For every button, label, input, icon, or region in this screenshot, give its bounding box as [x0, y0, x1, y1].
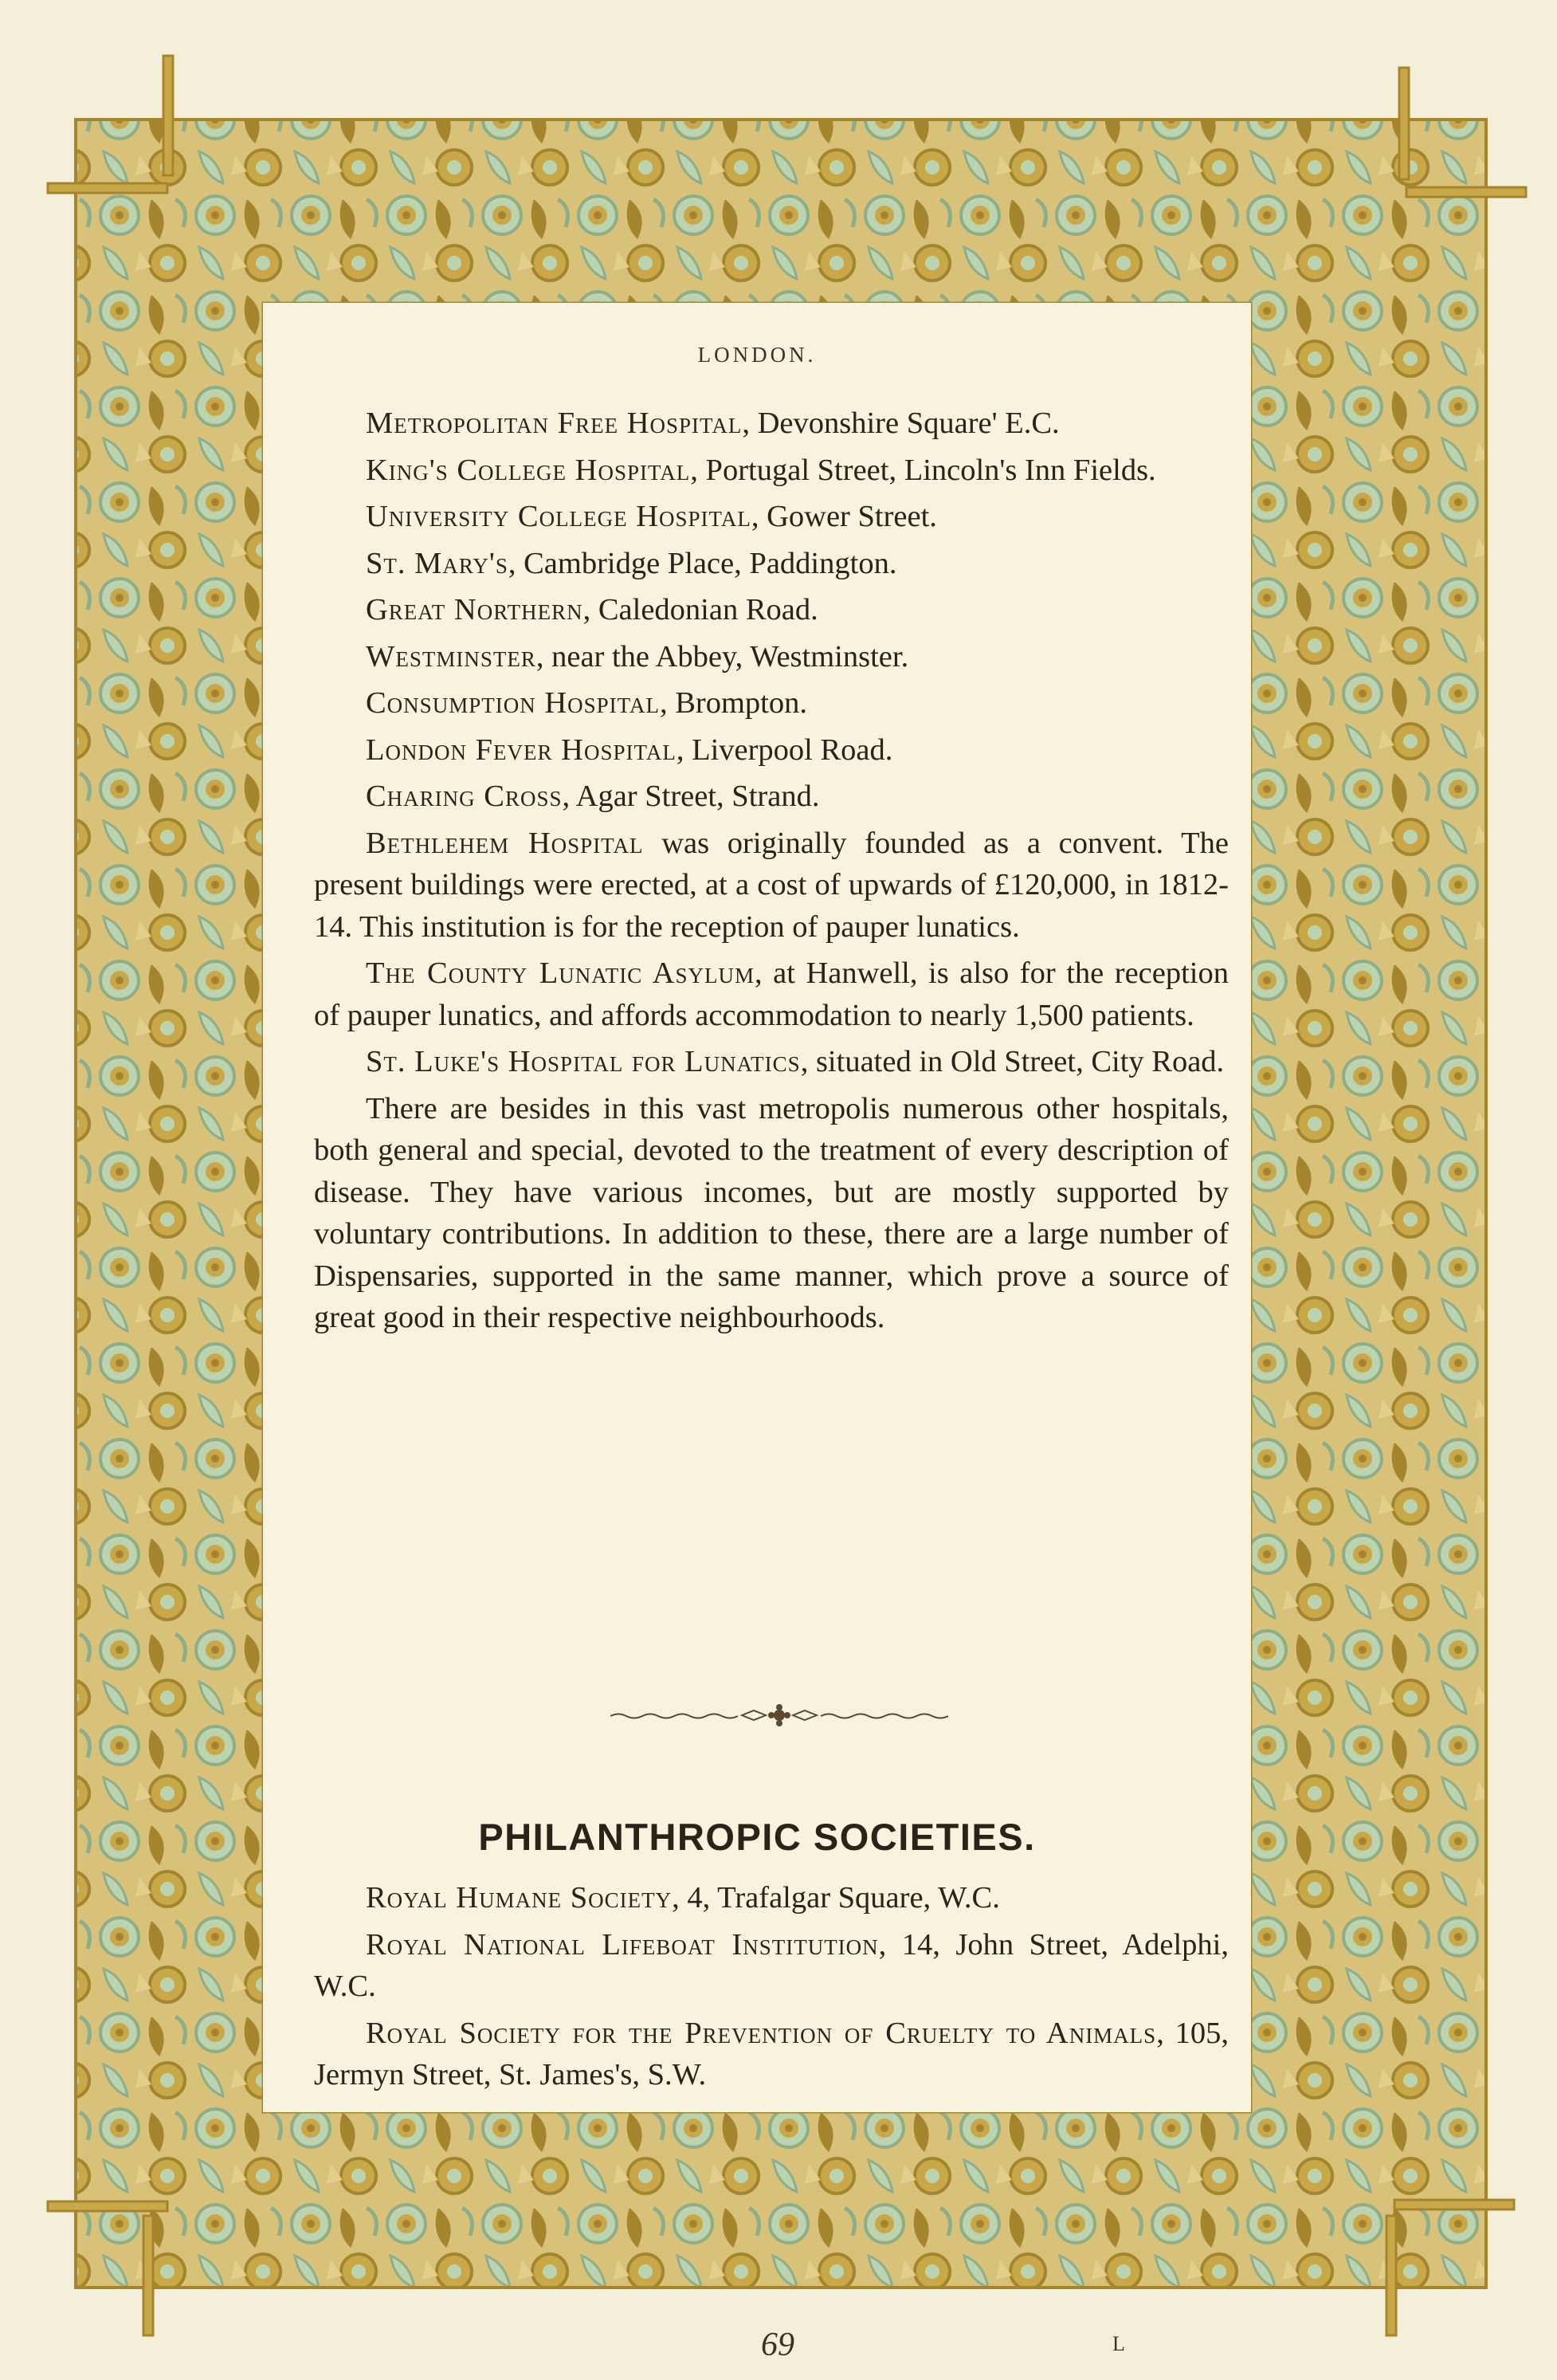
list-item: [314, 496, 1229, 538]
entry-text: , Gower Street.: [751, 500, 937, 533]
list-item: [314, 543, 1229, 585]
list-item: [314, 450, 1229, 492]
entry-name: Great Northern: [366, 593, 583, 626]
entry-name: Consumption Hospital: [366, 686, 660, 720]
list-item: [314, 823, 1229, 948]
entry-name: Westminster: [366, 639, 536, 674]
entry-text: , 14, John Street, Adelphi, W.C.: [314, 1927, 1229, 2003]
entry-text: , 4, Trafalgar Square, W.C.: [672, 1881, 1000, 1915]
list-item: [314, 403, 1229, 445]
list-item: [314, 1924, 1229, 2008]
list-item: [314, 729, 1229, 772]
entry-name: Charing Cross: [366, 780, 563, 813]
entry-name: King's College Hospital: [366, 453, 691, 487]
entry-name: Royal Humane Society: [366, 1881, 673, 1915]
entry-text: , Liverpool Road.: [676, 732, 893, 767]
entry-text: , Portugal Street, Lincoln's Inn Fields.: [690, 453, 1156, 487]
entry-text: , at Hanwell, is also for the reception of pauper lunatics, and affords accommodation to nearly 1,500 patients.: [314, 956, 1230, 1032]
entry-text: was originally founded as a convent. The present buildings were erected, at a cost of upwards of £120,000, in 1812-14. This institution is for the reception of pauper lunatics.: [314, 826, 1230, 944]
list-item: [314, 636, 1229, 678]
entry-name: The County Lunatic Asylum: [366, 956, 755, 990]
entry-name: Royal Society for the Prevention of Cruelty to Animals: [366, 2016, 1157, 2050]
list-item: [314, 1041, 1229, 1083]
entry-text: , near the Abbey, Westminster.: [535, 639, 909, 674]
list-item: [314, 1877, 1229, 1919]
list-item: [314, 589, 1229, 631]
entry-text: There are besides in this vast metropolis numerous other hospitals, both general and special, devoted to the treatment of every description of disease. They have various incomes, but are mostly supported by voluntary contributions. In addition to these, there are a large number of Dispensaries, supported in the same manner, which prove a source of great good in their respective neighbourhoods.: [314, 1091, 1229, 1334]
section-title: PHILANTHROPIC SOCIETIES.: [478, 1816, 1036, 1858]
hospital-list: [314, 403, 1229, 1344]
entry-name: St. Luke's Hospital for Lunatics: [366, 1045, 801, 1078]
entry-name: University College Hospital: [366, 500, 751, 533]
entry-text: , situated in Old Street, City Road.: [800, 1045, 1225, 1078]
signature-mark: L: [1112, 2332, 1127, 2355]
ornamental-divider-icon: [610, 1704, 948, 1726]
society-list: [314, 1877, 1229, 2101]
text-panel: [263, 303, 1251, 2112]
list-item: [314, 776, 1229, 818]
entry-text: , Brompton.: [659, 686, 807, 720]
entry-text: , Cambridge Place, Paddington.: [508, 546, 897, 580]
entry-text: , Caledonian Road.: [582, 593, 818, 626]
closing-paragraph: [314, 1088, 1229, 1339]
entry-text: , Agar Street, Strand.: [562, 780, 820, 813]
entry-name: Metropolitan Free Hospital: [366, 406, 743, 440]
list-item: [314, 682, 1229, 725]
entry-name: Royal National Lifeboat Institution: [366, 1927, 879, 1962]
list-item: [314, 952, 1229, 1036]
list-item: [314, 2013, 1229, 2096]
entry-name: Bethlehem Hospital: [366, 826, 644, 860]
entry-name: St. Mary's: [366, 546, 508, 580]
running-head: LONDON.: [697, 343, 817, 367]
entry-text: , 105, Jermyn Street, St. James's, S.W.: [314, 2016, 1229, 2091]
entry-name: London Fever Hospital: [366, 732, 677, 767]
entry-text: , Devonshire Square' E.C.: [742, 406, 1060, 440]
page-number: 69: [761, 2327, 794, 2363]
